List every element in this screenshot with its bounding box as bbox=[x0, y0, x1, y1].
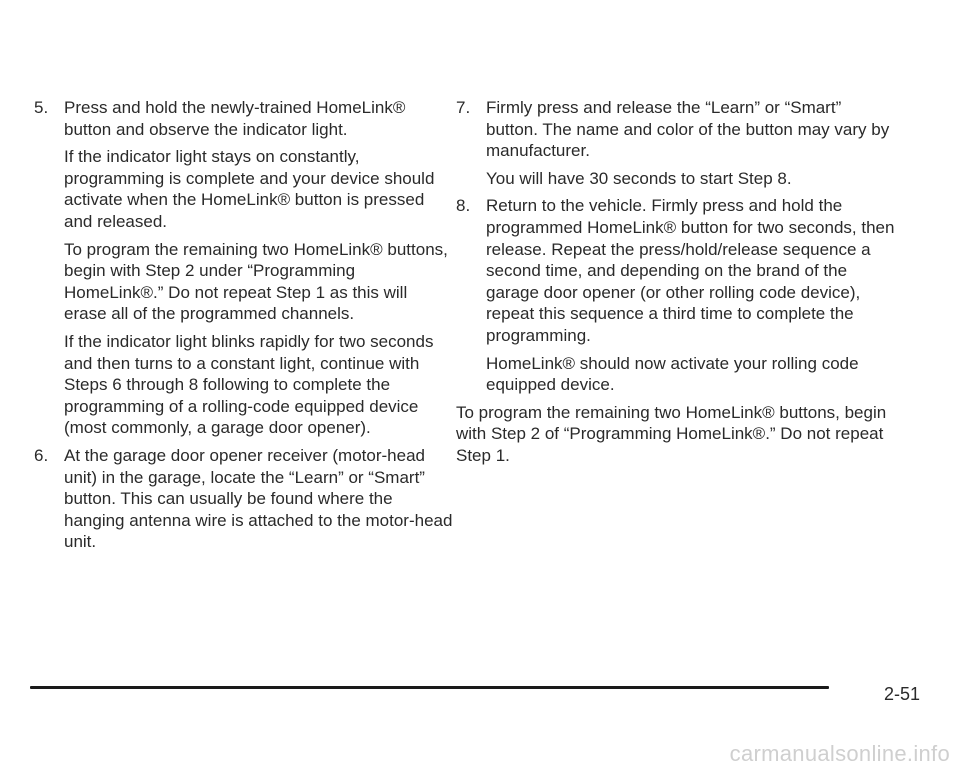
step-text: Firmly press and release the “Learn” or “Smart” button. The name and color of the button may vary by manufacturer. bbox=[486, 98, 890, 161]
step-paragraph: If the indicator light stays on constantly, programming is complete and your device should activate when the HomeLink® button is pressed and released. bbox=[64, 147, 435, 231]
step-text: Press and hold the newly-trained HomeLink® button and observe the indicator light. bbox=[64, 98, 406, 139]
step-7 bbox=[456, 97, 896, 189]
step-number: 5. bbox=[34, 98, 49, 117]
step-paragraph: HomeLink® should now activate your rolling code equipped device. bbox=[486, 353, 859, 395]
step-5 bbox=[34, 97, 454, 439]
page-number: 2-51 bbox=[883, 684, 920, 704]
step-8 bbox=[456, 195, 896, 395]
step-number: 7. bbox=[456, 98, 471, 117]
step-6 bbox=[34, 445, 454, 553]
right-column bbox=[456, 97, 896, 467]
step-paragraph: You will have 30 seconds to start Step 8. bbox=[486, 168, 792, 188]
step-text: At the garage door opener receiver (motor-head unit) in the garage, locate the “Learn” or “Smart” button. This can usually be found where the hanging antenna wire is attached to the motor-head unit. bbox=[64, 445, 453, 552]
left-column bbox=[34, 97, 454, 559]
step-text: Return to the vehicle. Firmly press and hold the programmed HomeLink® button for two seconds, then release. Repeat the press/hold/release sequence a second time, and depending on the brand of the garage door opener (or other rolling code device), repeat this sequence a third time to complete the programming. bbox=[486, 196, 895, 345]
watermark: carmanualsonline.info bbox=[729, 741, 950, 766]
step-number: 6. bbox=[34, 445, 49, 465]
footer-rule bbox=[30, 686, 829, 689]
closing-paragraph: To program the remaining two HomeLink® buttons, begin with Step 2 of “Programming HomeLink®.” Do not repeat Step 1. bbox=[456, 402, 887, 465]
step-number: 8. bbox=[456, 196, 471, 216]
step-paragraph: To program the remaining two HomeLink® buttons, begin with Step 2 under “Programming HomeLink®.” Do not repeat Step 1 as this will erase all of the programmed channels. bbox=[64, 239, 448, 324]
step-paragraph: If the indicator light blinks rapidly for two seconds and then turns to a constant light, continue with Steps 6 through 8 following to complete the programming of a rolling-code equipped device (most commonly, a garage door opener). bbox=[64, 331, 434, 438]
